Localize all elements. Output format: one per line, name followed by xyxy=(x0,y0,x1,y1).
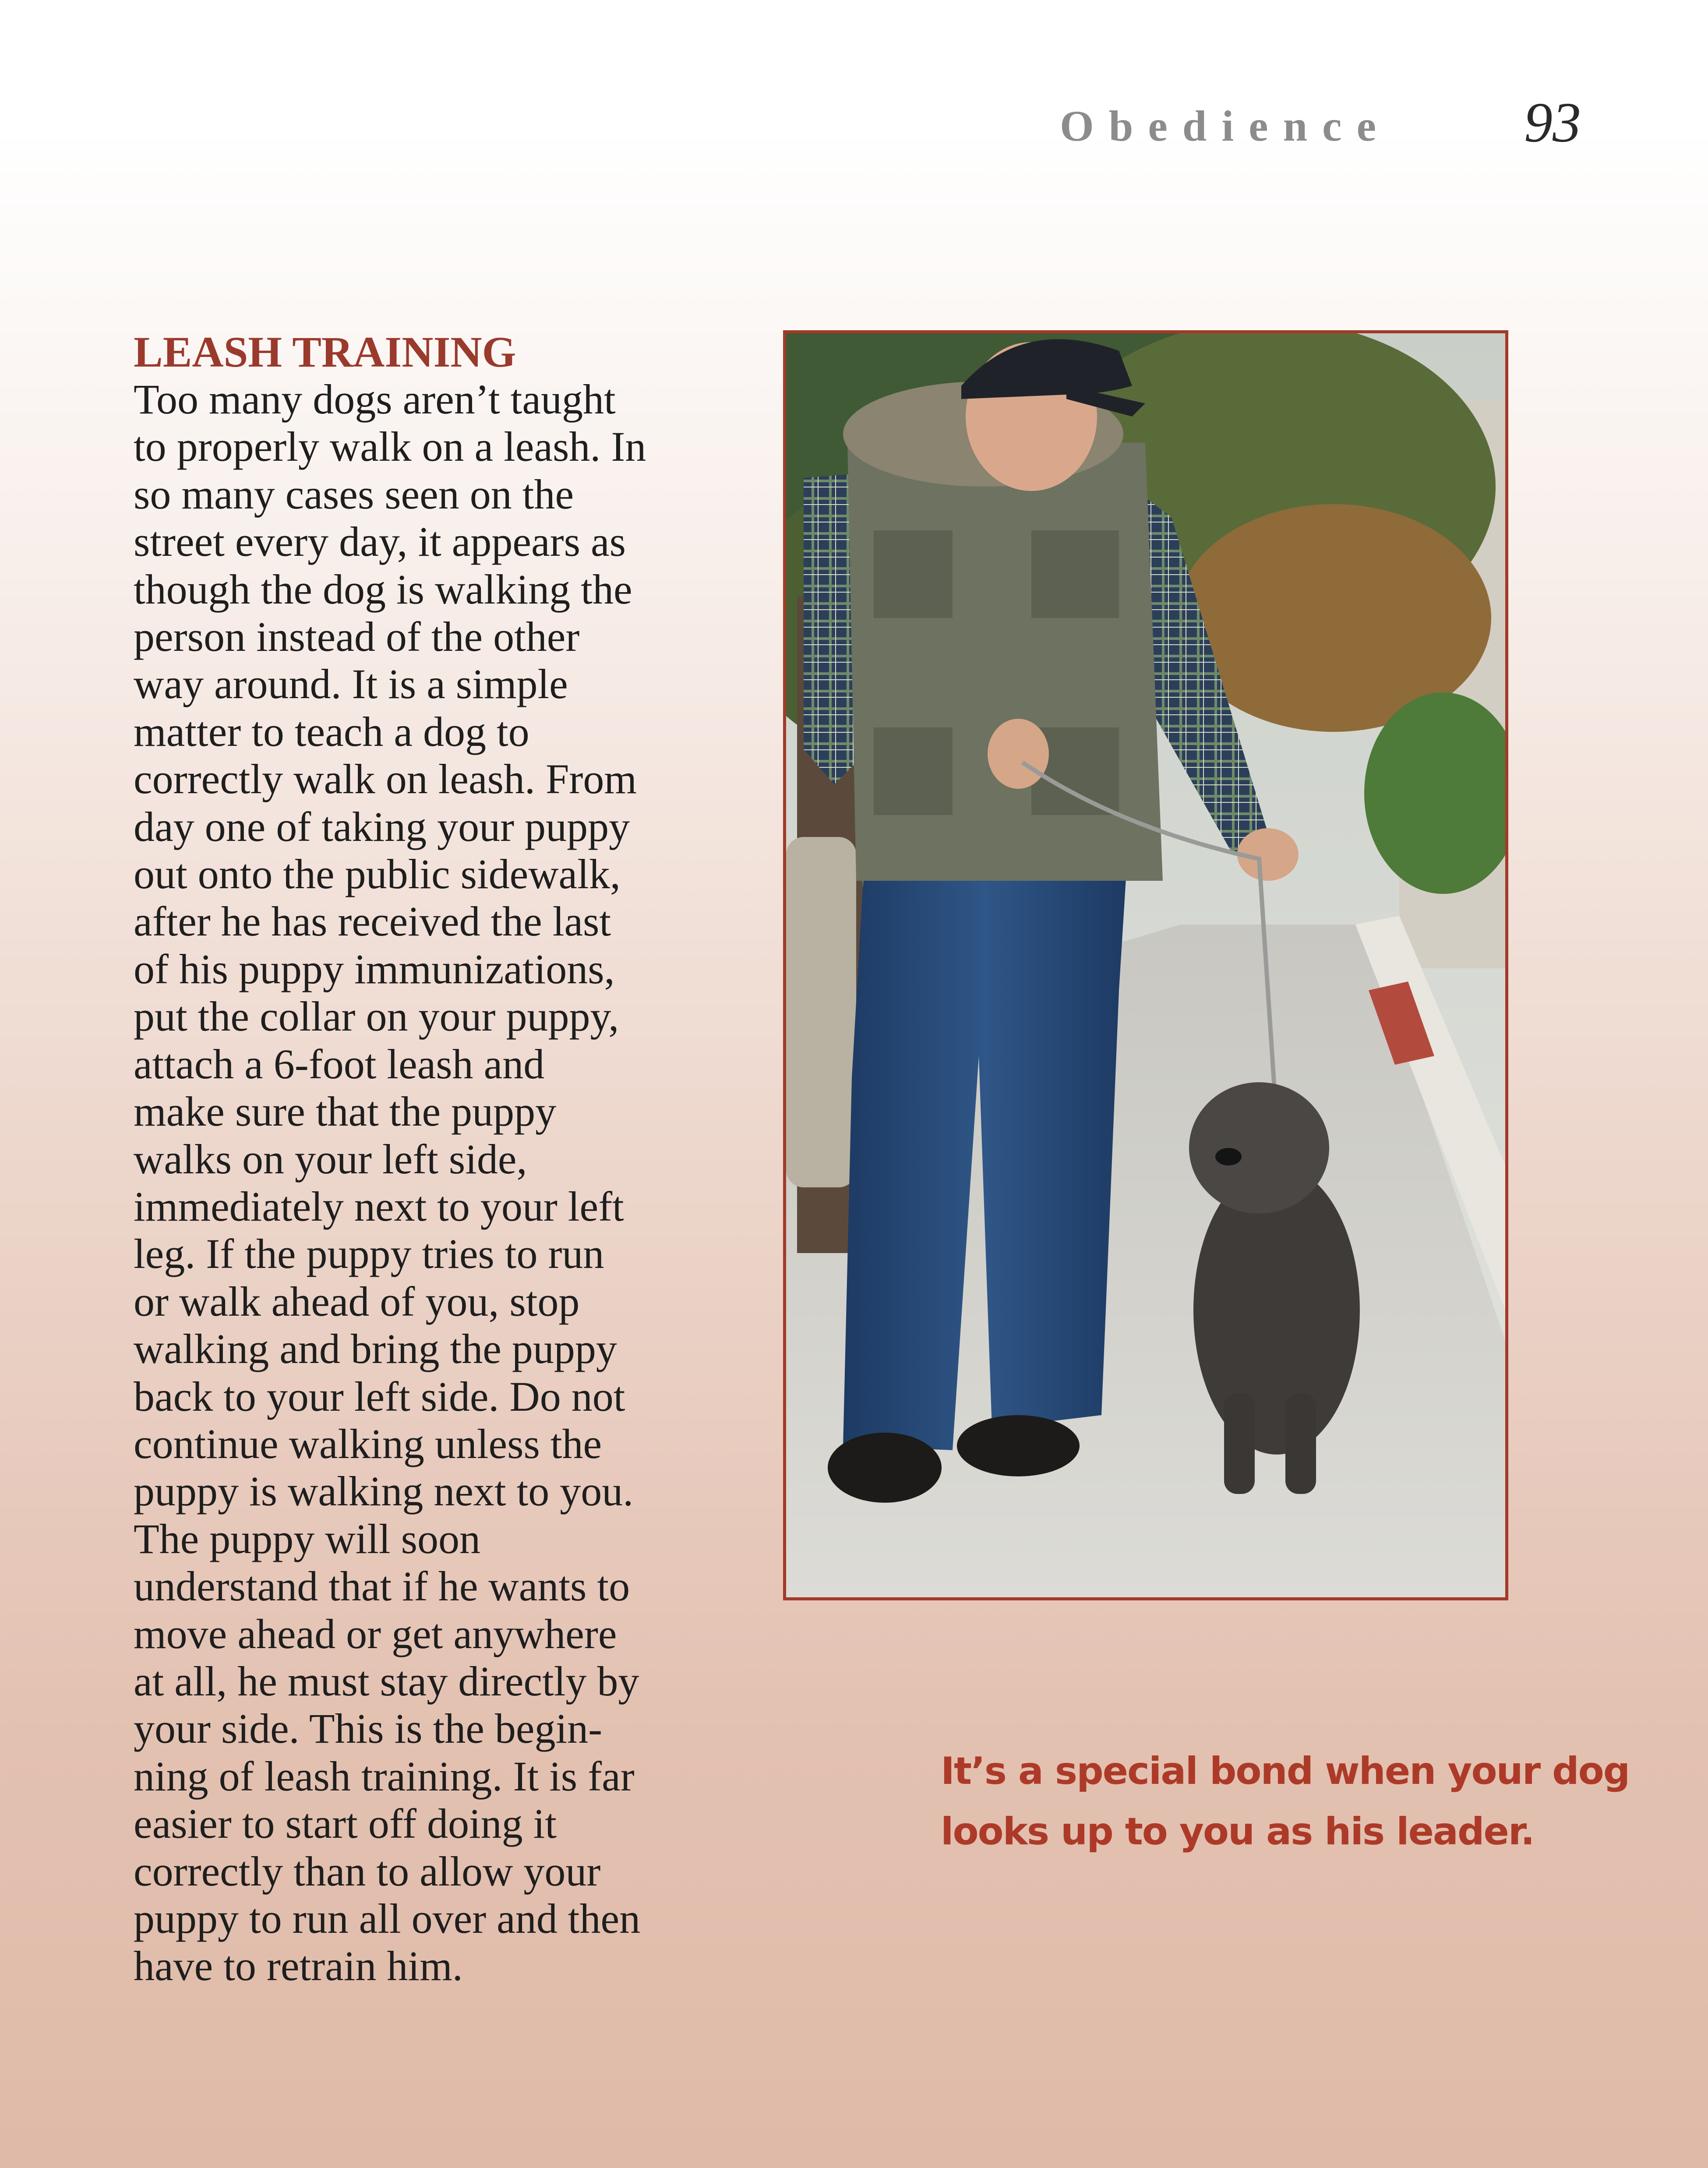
dog-walking-photo xyxy=(783,330,1508,1600)
body-line: to properly walk on a leash. In xyxy=(134,423,646,470)
body-line: of his puppy immunizations, xyxy=(134,945,615,992)
body-line: Too many dogs aren’t taught xyxy=(134,376,616,423)
body-line: so many cases seen on the xyxy=(134,470,574,518)
body-line: way around. It is a simple xyxy=(134,660,568,708)
body-line: puppy is walking next to you. xyxy=(134,1468,634,1515)
body-line: put the collar on your puppy, xyxy=(134,993,619,1040)
page-number: 93 xyxy=(1524,91,1581,154)
body-line: ning of leash training. It is far xyxy=(134,1752,635,1800)
body-line: walking and bring the puppy xyxy=(134,1325,617,1373)
body-line: day one of taking your puppy xyxy=(134,803,630,850)
body-line: puppy to run all over and then xyxy=(134,1895,641,1942)
caption-line: looks up to you as his leader. xyxy=(941,1810,1534,1854)
body-line: immediately next to your left xyxy=(134,1183,624,1230)
body-line: street every day, it appears as xyxy=(134,518,626,565)
body-line: out onto the public sidewalk, xyxy=(134,851,621,898)
body-line: person instead of the other xyxy=(134,613,580,660)
body-line: understand that if he wants to xyxy=(134,1563,630,1610)
body-line: The puppy will soon xyxy=(134,1515,480,1562)
body-line: continue walking unless the xyxy=(134,1420,602,1467)
caption-line: It’s a special bond when your dog xyxy=(941,1749,1630,1793)
body-line: move ahead or get anywhere xyxy=(134,1610,617,1657)
body-line: have to retrain him. xyxy=(134,1942,463,1990)
running-head: Obedience xyxy=(1060,102,1391,150)
body-line: back to your left side. Do not xyxy=(134,1373,625,1420)
body-line: correctly walk on leash. From xyxy=(134,756,637,803)
body-line: attach a 6-foot leash and xyxy=(134,1040,545,1088)
man-walking-dog-illustration xyxy=(786,333,1505,1597)
body-line: matter to teach a dog to xyxy=(134,708,529,755)
article xyxy=(134,328,747,1990)
body-line: make sure that the puppy xyxy=(134,1088,557,1135)
body-line: walks on your left side, xyxy=(134,1135,527,1183)
body-line: after he has received the last xyxy=(134,898,611,945)
body-line: your side. This is the begin- xyxy=(134,1705,603,1752)
body-line: easier to start off doing it xyxy=(134,1800,557,1847)
body-line: correctly than to allow your xyxy=(134,1847,601,1895)
section-title: LEASH TRAINING xyxy=(134,328,516,376)
body-line: or walk ahead of you, stop xyxy=(134,1278,580,1325)
body-line: though the dog is walking the xyxy=(134,565,632,613)
body-line: at all, he must stay directly by xyxy=(134,1657,639,1705)
photo-caption xyxy=(941,1741,1630,1862)
body-line: leg. If the puppy tries to run xyxy=(134,1230,604,1278)
article-body xyxy=(134,376,747,1990)
